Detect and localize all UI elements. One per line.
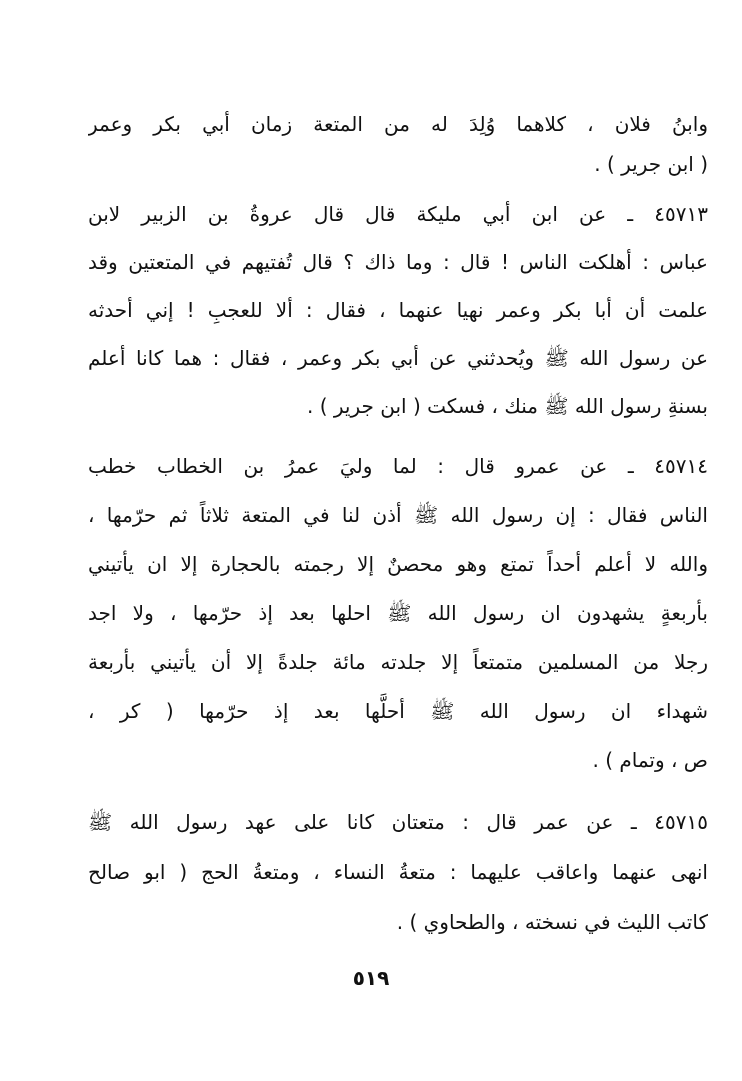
hadith-4715-line: انهى عنهما واعاقب عليهما : متعةُ النساء ، ومتعةُ الحج ( ابو صالح (88, 860, 708, 884)
hadith-4714-line: الناس فقال : إن رسول الله ﷺ أذن لنا في المتعة ثلاثاً ثم حرّمها ، (88, 503, 708, 527)
hadith-4713-line: عباس : أهلكت الناس ! قال : وما ذاك ؟ قال تُفتيهم في المتعتين وقد (88, 250, 708, 274)
hadith-4713-line: علمت أن أبا بكر وعمر نهيا عنهما ، فقال : ألا للعجبِ ! إني أحدثه (88, 298, 708, 322)
hadith-4713-line: بسنةِ رسول الله ﷺ منك ، فسكت ( ابن جرير ) . (307, 394, 708, 418)
hadith-4714-line: ص ، وتمام ) . (592, 748, 708, 772)
hadith-4715-line: كاتب الليث في نسخته ، والطحاوي ) . (396, 910, 708, 934)
hadith-4713-line: عن رسول الله ﷺ ويُحدثني عن أبي بكر وعمر ، فقال : هما كانا أعلم (88, 346, 708, 370)
hadith-4714-line: ٤٥٧١٤ ـ عن عمرو قال : لما وليَ عمرُ بن الخطاب خطب (88, 454, 708, 478)
hadith-4714-line: بأربعةٍ يشهدون ان رسول الله ﷺ احلها بعد إذ حرّمها ، ولا اجد (88, 601, 708, 625)
text-line: وابنُ فلان ، كلاهما وُلِدَ له من المتعة زمان أبي بكر وعمر (88, 112, 708, 136)
hadith-4715-line: ٤٥٧١٥ ـ عن عمر قال : متعتان كانا على عهد رسول الله ﷺ (88, 810, 708, 834)
hadith-4714-line: شهداء ان رسول الله ﷺ أحلَّها بعد إذ حرّمها ( كر ، (88, 699, 708, 723)
hadith-4713-line: ٤٥٧١٣ ـ عن ابن أبي مليكة قال قال عروةُ بن الزبير لابن (88, 202, 708, 226)
hadith-4714-line: والله لا أعلم أحداً تمتع وهو محصنٌ إلا رجمته بالحجارة إلا ان يأتيني (88, 552, 708, 576)
hadith-4714-line: رجلا من المسلمين متمتعاً إلا جلدته مائة جلدةً إلا أن يأتيني بأربعة (88, 650, 708, 674)
text-line: ( ابن جرير ) . (594, 152, 708, 176)
page-number: ٥١٩ (352, 966, 390, 990)
